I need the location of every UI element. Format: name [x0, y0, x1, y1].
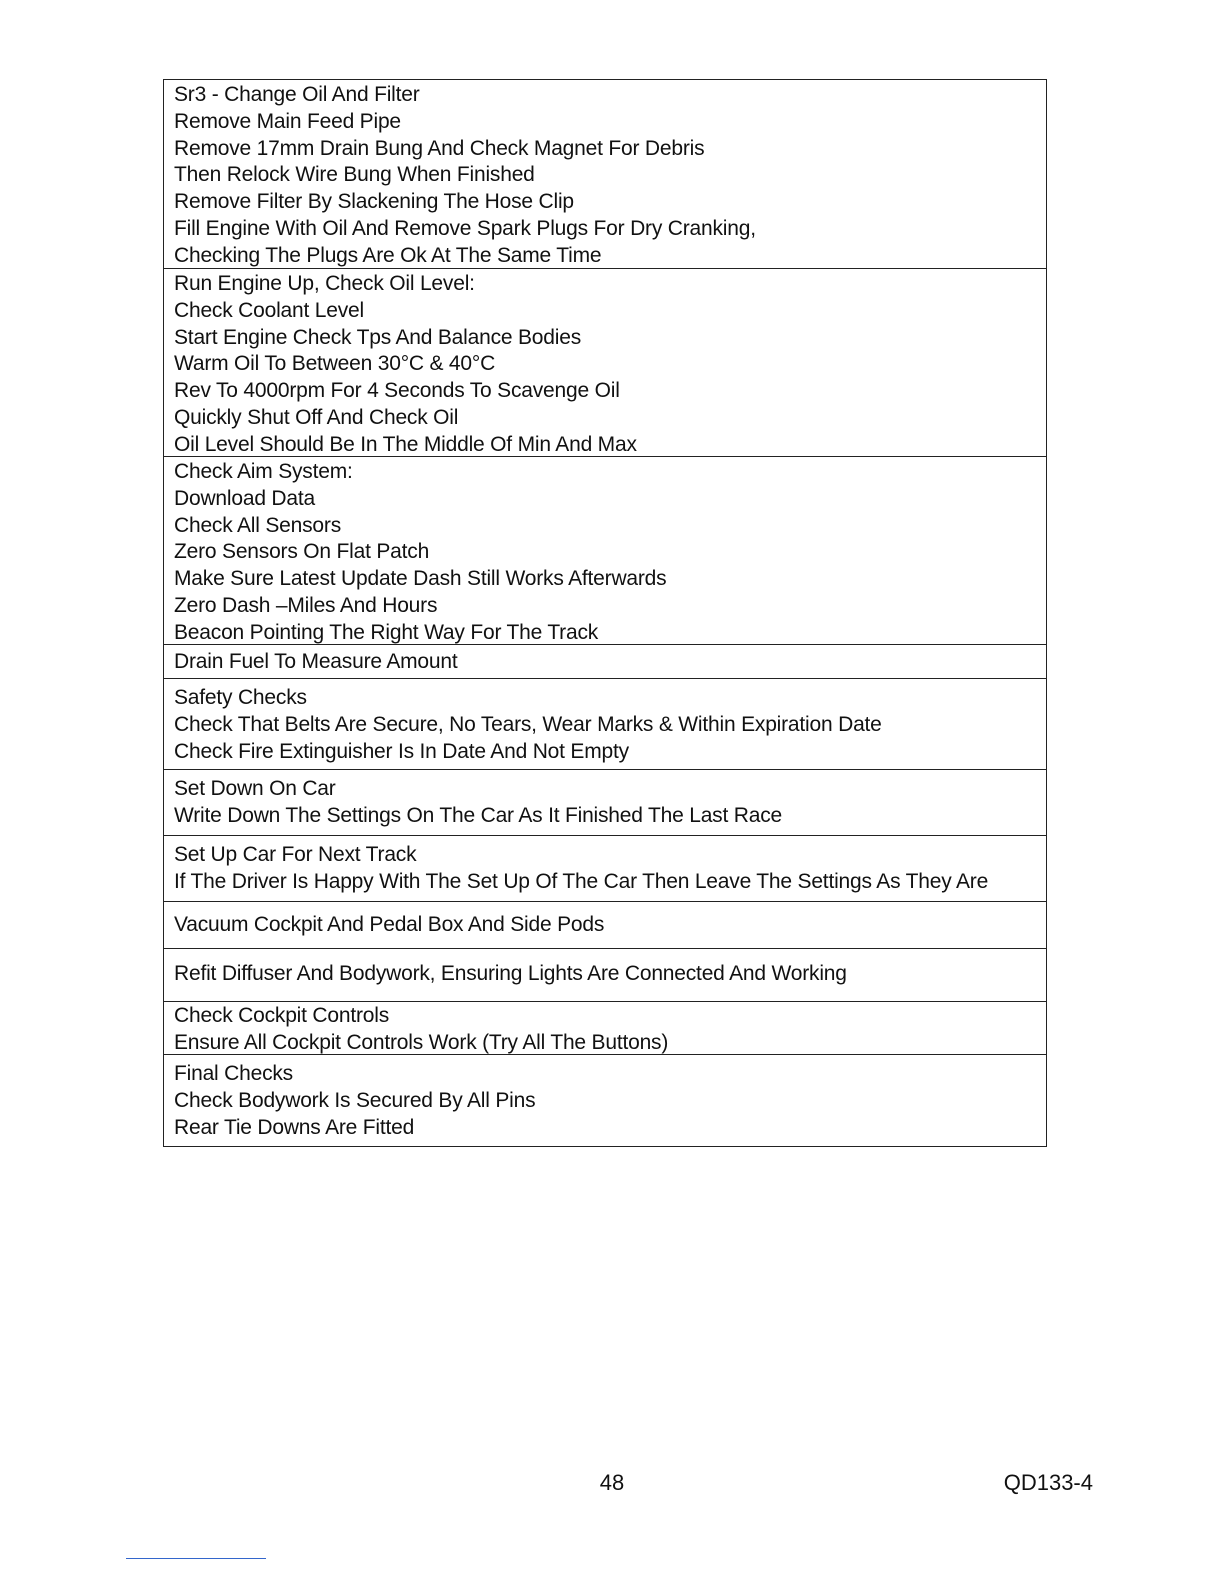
checklist-line: Remove Filter By Slackening The Hose Clip [174, 190, 574, 214]
checklist-section [164, 901, 1046, 948]
checklist-line: Zero Sensors On Flat Patch [174, 540, 430, 564]
checklist-line: Vacuum Cockpit And Pedal Box And Side Pods [174, 913, 605, 936]
checklist-line: Run Engine Up, Check Oil Level: [174, 272, 475, 295]
checklist-line: Refit Diffuser And Bodywork, Ensuring Lights Are Connected And Working [174, 962, 847, 985]
checklist-line: Fill Engine With Oil And Remove Spark Plugs For Dry Cranking, [174, 216, 756, 240]
checklist-line: Check Bodywork Is Secured By All Pins [174, 1088, 536, 1112]
checklist-section [164, 456, 1046, 644]
checklist-line: Oil Level Should Be In The Middle Of Min And Max [174, 432, 637, 456]
checklist-line: Check All Sensors [174, 513, 342, 537]
checklist-line: Checking The Plugs Are Ok At The Same Time [174, 243, 602, 267]
checklist-line: Ensure All Cockpit Controls Work (Try All The Buttons) [174, 1030, 669, 1054]
checklist-section [164, 268, 1046, 456]
checklist-line: Remove 17mm Drain Bung And Check Magnet For Debris [174, 136, 705, 160]
checklist-line: Then Relock Wire Bung When Finished [174, 163, 535, 187]
checklist-section [164, 769, 1046, 835]
checklist-line: Safety Checks [174, 686, 307, 709]
checklist-section [164, 644, 1046, 678]
document-code: QD133-4 [1003, 1470, 1093, 1495]
checklist-line: Quickly Shut Off And Check Oil [174, 405, 459, 429]
checklist-line: Sr3 - Change Oil And Filter [174, 83, 420, 106]
checklist-line: Check Cockpit Controls [174, 1004, 390, 1027]
checklist-section [164, 948, 1046, 1001]
checklist-line: Check That Belts Are Secure, No Tears, Wear Marks & Within Expiration Date [174, 712, 882, 736]
footnote-divider [126, 1558, 266, 1559]
checklist-line: Set Down On Car [174, 777, 336, 800]
checklist-line: Check Fire Extinguisher Is In Date And Not Empty [174, 739, 629, 763]
checklist-line: Set Up Car For Next Track [174, 843, 417, 866]
checklist-line: Start Engine Check Tps And Balance Bodies [174, 325, 582, 349]
checklist-line: Remove Main Feed Pipe [174, 109, 401, 133]
checklist-section [164, 1054, 1046, 1146]
checklist-section [164, 678, 1046, 769]
checklist-section [164, 1001, 1046, 1054]
checklist-line: Drain Fuel To Measure Amount [174, 650, 458, 673]
checklist-line: Write Down The Settings On The Car As It Finished The Last Race [174, 803, 782, 827]
checklist-line: Download Data [174, 486, 315, 510]
checklist-line: Check Coolant Level [174, 298, 364, 322]
checklist-line: Rear Tie Downs Are Fitted [174, 1115, 415, 1139]
checklist-line: Check Aim System: [174, 460, 353, 483]
checklist-section [164, 835, 1046, 901]
checklist-line: Warm Oil To Between 30°C & 40°C [174, 352, 496, 376]
checklist-line: Beacon Pointing The Right Way For The Track [174, 620, 599, 644]
checklist-section [164, 80, 1046, 268]
checklist-line: Zero Dash –Miles And Hours [174, 593, 438, 617]
checklist-line: Make Sure Latest Update Dash Still Works Afterwards [174, 567, 667, 591]
checklist-table [163, 79, 1047, 1147]
checklist-line: Rev To 4000rpm For 4 Seconds To Scavenge Oil [174, 379, 620, 403]
page-number: 48 [599, 1470, 625, 1495]
checklist-line: Final Checks [174, 1062, 293, 1085]
checklist-line: If The Driver Is Happy With The Set Up Of The Car Then Leave The Settings As They Are [174, 869, 989, 893]
